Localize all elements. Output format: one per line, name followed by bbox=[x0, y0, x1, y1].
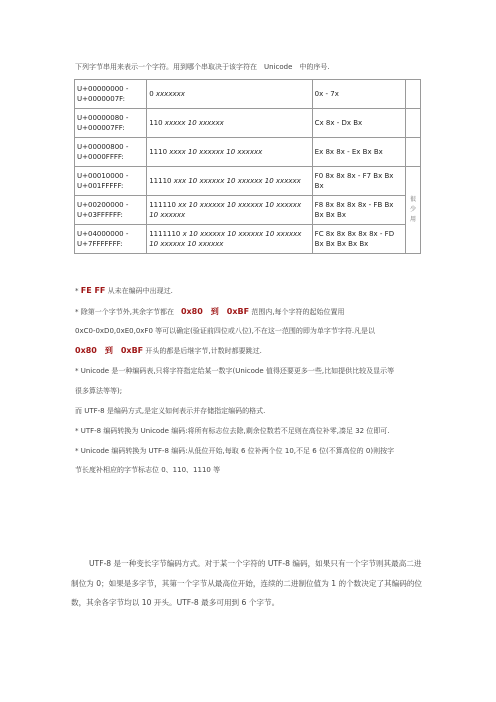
blank-note-cell bbox=[405, 80, 420, 109]
range-cell: U+04000000 - U+7FFFFFFF: bbox=[75, 225, 147, 254]
note-line: 节长度补相应的字节标志位 0、110、1110 等 bbox=[75, 466, 221, 474]
blank-note-cell bbox=[405, 138, 420, 167]
note-text: 从未在编码中出现过. bbox=[105, 287, 173, 295]
note-continuation-bytes bbox=[75, 306, 345, 317]
bits-prefix: 0 bbox=[149, 90, 156, 98]
bits-cell bbox=[147, 80, 312, 109]
range-cell: U+00000080 - U+000007FF: bbox=[75, 109, 147, 138]
note-line: * Unicode 编码转换为 UTF-8 编码:从低位开始,每取 6 位补两个位 10,不足 6 位(不算高位的 0)则按字 bbox=[75, 447, 395, 455]
bits-prefix: 111110 bbox=[149, 201, 179, 209]
highlight-range: 0x80 到 0xBF bbox=[75, 346, 144, 355]
table-row bbox=[75, 80, 421, 109]
bits-prefix: 110 bbox=[149, 119, 165, 127]
bits-pattern: xxx 10 xxxxxx 10 xxxxxx 10 xxxxxx bbox=[173, 177, 301, 185]
note-line: 而 UTF-8 是编码方式,是定义如何表示并存储指定编码的格式. bbox=[75, 407, 266, 415]
bits-pattern: xx 10 xxxxxx 10 xxxxxx 10 xxxxxx 10 xxxxxx bbox=[149, 201, 302, 219]
table-row bbox=[75, 196, 421, 225]
bits-prefix: 11110 bbox=[149, 177, 174, 185]
highlight-fe-ff: FE FF bbox=[80, 286, 106, 295]
note-line: 0xC0-0xD0,0xE0,0xF0 等可以确定(验证前四位或八位),不在这一范围的即为单字节字符.凡是以 bbox=[75, 327, 376, 335]
range-cell: U+00000800 - U+0000FFFF: bbox=[75, 138, 147, 167]
table-row bbox=[75, 109, 421, 138]
note-skip-bytes bbox=[75, 345, 262, 356]
hex-cell: Ex 8x 8x - Ex Bx Bx bbox=[312, 138, 405, 167]
utf8-encoding-table bbox=[74, 79, 421, 254]
hex-cell: F0 8x 8x 8x - F7 Bx Bx Bx bbox=[312, 167, 405, 196]
bits-cell bbox=[147, 138, 312, 167]
rarely-used-note: 很少用 bbox=[405, 167, 420, 254]
bullet-star: * bbox=[75, 287, 81, 295]
blank-note-cell bbox=[405, 109, 420, 138]
note-text: 范围内,每个字符的起始位置用 bbox=[249, 308, 345, 316]
note-line: * UTF-8 编码转换为 Unicode 编码:将所有标志位去除,剩余位数若不足则在高位补零,凑足 32 位即可. bbox=[75, 427, 390, 435]
hex-cell: Cx 8x - Dx Bx bbox=[312, 109, 405, 138]
table-row bbox=[75, 138, 421, 167]
hex-cell: 0x - 7x bbox=[312, 80, 405, 109]
note-line: 很多算法等等); bbox=[75, 387, 123, 395]
note-text: * 除第一个字节外,其余字节都在 bbox=[75, 308, 181, 316]
bits-cell bbox=[147, 167, 312, 196]
bits-prefix: 1110 bbox=[149, 148, 170, 156]
hex-cell: F8 8x 8x 8x 8x - FB Bx Bx Bx Bx bbox=[312, 196, 405, 225]
range-cell: U+00200000 - U+03FFFFFF: bbox=[75, 196, 147, 225]
table-row bbox=[75, 167, 421, 196]
bits-pattern: xxxxxxx bbox=[155, 90, 185, 98]
bits-cell bbox=[147, 109, 312, 138]
intro-text: 下列字节串用来表示一个字符。用到哪个串取决于该字符在 Unicode 中的序号. bbox=[75, 63, 330, 71]
bits-pattern: x 10 xxxxxx 10 xxxxxx 10 xxxxxx 10 xxxxxx 10 xxxxxx bbox=[149, 230, 302, 248]
utf8-description-paragraph: UTF-8 是一种变长字节编码方式。对于某一个字符的 UTF-8 编码，如果只有一个字节则其最高二进制位为 0；如果是多字节，其第一个字节从最高位开始，连续的二进制位值为 1 的个数决定了其编码的位数，其余各字节均以 10 开头。UTF-8 最多可用到 6 个字节。 bbox=[71, 559, 423, 607]
hex-cell: FC 8x 8x 8x 8x 8x - FD Bx Bx Bx Bx Bx bbox=[312, 225, 405, 254]
bits-pattern: xxxx 10 xxxxxx 10 xxxxxx bbox=[169, 148, 263, 156]
range-cell: U+00000000 - U+0000007F: bbox=[75, 80, 147, 109]
table-row bbox=[75, 225, 421, 254]
note-text: 开头的都是后继字节,计数时都要跳过. bbox=[143, 347, 262, 355]
bits-prefix: 1111110 bbox=[149, 230, 183, 238]
bits-cell bbox=[147, 196, 312, 225]
note-line: * Unicode 是一种编码表,只将字符指定给某一数字(Unicode 值得还要更多一些,比如提供比较及显示等 bbox=[75, 367, 395, 375]
note-fe-ff bbox=[75, 286, 173, 296]
highlight-range: 0x80 到 0xBF bbox=[180, 307, 250, 316]
range-cell: U+00010000 - U+001FFFFF: bbox=[75, 167, 147, 196]
bits-cell bbox=[147, 225, 312, 254]
bits-pattern: xxxxx 10 xxxxxx bbox=[164, 119, 224, 127]
